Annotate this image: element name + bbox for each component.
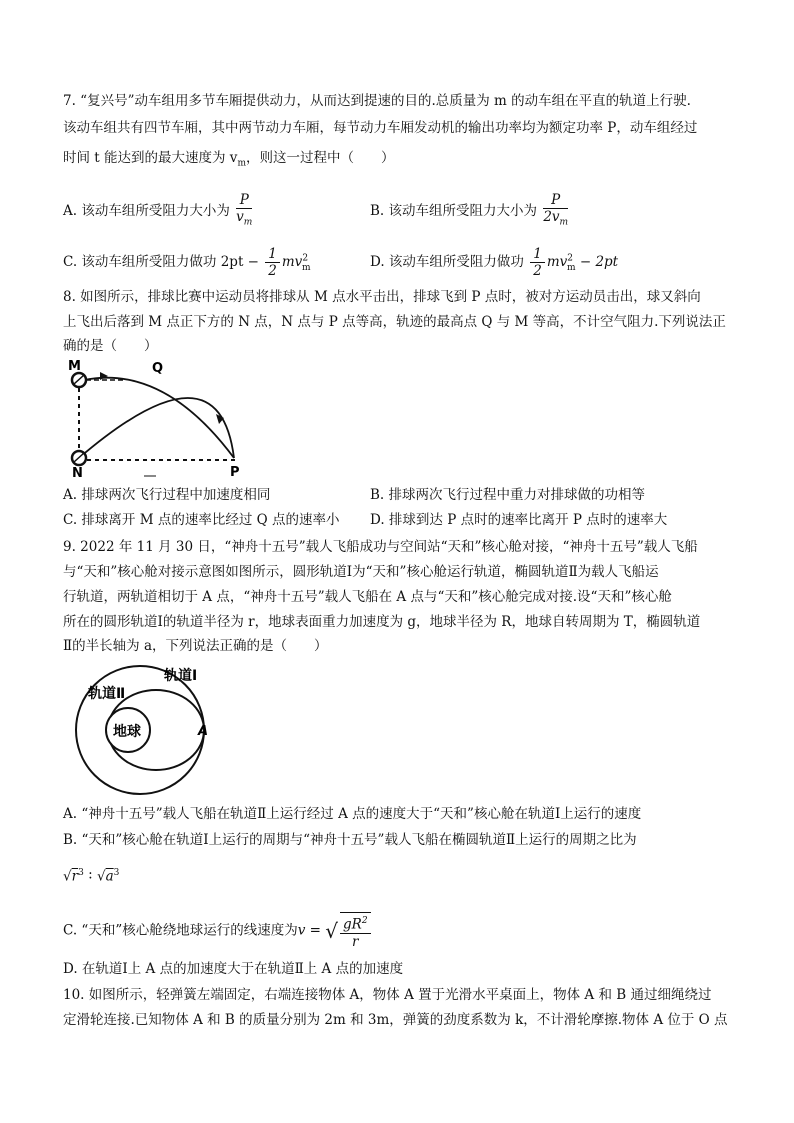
trajectory-p-to-n xyxy=(79,398,234,458)
q9-stem-line5: Ⅱ的半长轴为 a，下列说法正确的是（ ） xyxy=(63,638,328,654)
label-earth: 地球 xyxy=(113,724,141,740)
label-orbit-2: 轨道Ⅱ xyxy=(88,686,126,702)
q7-option-d[interactable]: D. 该动车组所受阻力做功 $\frac{1}{2}$ $mv^2_m - 2pt$ xyxy=(370,246,619,279)
q9-option-d[interactable]: D. 在轨道Ⅰ上 A 点的加速度大于在轨道Ⅱ上 A 点的加速度 xyxy=(63,961,404,977)
label-n: N xyxy=(72,466,83,480)
label-point-a: A xyxy=(198,724,209,739)
q8-stem-line2: 上飞出后落到 M 点正下方的 N 点，N 点与 P 点等高，轨迹的最高点 Q 与 M 等高，不计空气阻力.下列说法正 xyxy=(63,314,726,330)
label-m: M xyxy=(68,359,81,374)
q7-stem-line3: 时间 t 能达到的最大速度为 $v_m$，则这一过程中（ ） xyxy=(63,150,395,169)
q8-option-c[interactable]: C. 排球离开 M 点的速率比经过 Q 点的速率小 xyxy=(63,512,340,528)
q9-option-b[interactable]: B. “天和”核心舱在轨道Ⅰ上运行的周期与“神舟十五号”载人飞船在椭圆轨道Ⅱ上运行的周期之比为 xyxy=(63,832,637,848)
q9-stem-line4: 所在的圆形轨道Ⅰ的轨道半径为 r，地球表面重力加速度为 g，地球半径为 R，地球自转周期为 T，椭圆轨道 xyxy=(63,614,701,630)
q8-volleyball-figure xyxy=(64,358,254,480)
q9-option-c[interactable]: C. “天和”核心舱绕地球运行的线速度为v = √ $\frac{gR^2}{r}$ xyxy=(63,912,373,950)
q9-stem-line2: 与“天和”核心舱对接示意图如图所示，圆形轨道Ⅰ为“天和”核心舱运行轨道，椭圆轨道Ⅱ为载人飞船运 xyxy=(63,564,659,580)
q9-stem-line3: 行轨道，两轨道相切于 A 点，“神舟十五号”载人飞船在 A 点与“天和”核心舱完成对接.设“天和”核心舱 xyxy=(63,589,672,605)
label-q: Q xyxy=(152,361,164,376)
q7-option-c[interactable]: C. 该动车组所受阻力做功 2pt − $\frac{1}{2}$ $mv^2_m$ xyxy=(63,246,311,279)
q8-option-b[interactable]: B. 排球两次飞行过程中重力对排球做的功相等 xyxy=(370,487,646,503)
trajectory-m-to-p xyxy=(84,378,234,458)
label-orbit-1: 轨道Ⅰ xyxy=(164,668,198,684)
q7-option-a[interactable]: A. 该动车组所受阻力大小为 $\frac{P}{v_m}$ xyxy=(63,192,253,228)
q7-option-b[interactable]: B. 该动车组所受阻力大小为 $\frac{P}{2v_m}$ xyxy=(370,192,569,228)
q8-stem-line3: 确的是（ ） xyxy=(63,338,158,354)
q7-stem-line2: 该动车组共有四节车厢，其中两节动力车厢，每节动力车厢发动机的输出功率均为额定功率 P，动车组经过 xyxy=(63,120,698,136)
label-p: P xyxy=(230,465,240,480)
q9-option-b-ratio: $√r^3$ : $√a^3$ xyxy=(63,866,120,885)
q10-stem-line2: 定滑轮连接.已知物体 A 和 B 的质量分别为 2m 和 3m，弹簧的劲度系数为 k，不计滑轮摩擦.物体 A 位于 O 点 xyxy=(63,1012,728,1028)
q9-option-a[interactable]: A. “神舟十五号”载人飞船在轨道Ⅱ上运行经过 A 点的速度大于“天和”核心舱在轨道Ⅰ上运行的速度 xyxy=(63,806,642,822)
q10-stem-line1: 10. 如图所示，轻弹簧左端固定，右端连接物体 A，物体 A 置于光滑水平桌面上，物体 A 和 B 通过细绳绕过 xyxy=(63,987,712,1003)
q9-stem-line1: 9. 2022 年 11 月 30 日，“神舟十五号”载人飞船成功与空间站“天和”核心舱对接，“神舟十五号”载人飞船 xyxy=(63,539,698,555)
q8-option-a[interactable]: A. 排球两次飞行过程中加速度相同 xyxy=(63,487,271,503)
arrow-icon xyxy=(100,372,108,380)
q8-option-d[interactable]: D. 排球到达 P 点时的速率比离开 P 点时的速率大 xyxy=(370,512,668,528)
q8-stem-line1: 8. 如图所示，排球比赛中运动员将排球从 M 点水平击出，排球飞到 P 点时，被对方运动员击出，球又斜向 xyxy=(63,289,701,305)
q7-stem-line1: 7. “复兴号”动车组用多节车厢提供动力，从而达到提速的目的.总质量为 m 的动车组在平直的轨道上行驶. xyxy=(63,93,691,109)
q9-orbit-figure xyxy=(62,660,222,796)
